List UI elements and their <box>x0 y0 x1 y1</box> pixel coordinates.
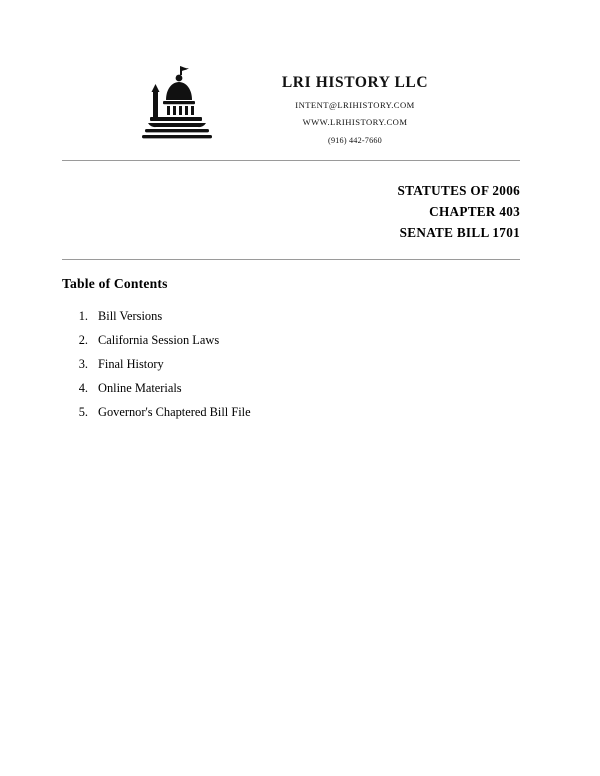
list-item-label: Final History <box>98 357 164 371</box>
table-of-contents-list <box>62 304 482 424</box>
list-item[interactable] <box>62 376 482 400</box>
list-item-label: Online Materials <box>98 381 182 395</box>
statute-year: STATUTES OF 2006 <box>397 183 520 198</box>
organization-block <box>210 74 500 146</box>
list-item-label: Bill Versions <box>98 309 163 323</box>
list-item-number: 1. <box>78 309 88 323</box>
statute-title-block <box>62 180 520 243</box>
divider-bottom <box>62 259 520 260</box>
list-item-number: 3. <box>78 357 88 371</box>
statute-chapter: CHAPTER 403 <box>429 204 520 219</box>
list-item-label: California Session Laws <box>98 333 220 347</box>
list-item-number: 2. <box>78 333 88 347</box>
list-item-number: 4. <box>78 381 88 395</box>
list-item[interactable] <box>62 328 482 352</box>
list-item[interactable] <box>62 400 482 424</box>
organization-email: INTENT@LRIHISTORY.COM <box>295 99 415 110</box>
list-item-number: 5. <box>78 405 88 419</box>
table-of-contents-heading: Table of Contents <box>62 276 168 291</box>
letterhead <box>0 62 600 146</box>
list-item[interactable] <box>62 304 482 328</box>
organization-phone: (916) 442-7660 <box>328 136 382 146</box>
capitol-dome-icon <box>142 62 214 140</box>
statute-bill: SENATE BILL 1701 <box>399 225 520 240</box>
divider-top <box>62 160 520 161</box>
list-item[interactable] <box>62 352 482 376</box>
organization-name: LRI HISTORY LLC <box>281 74 429 91</box>
list-item-label: Governor's Chaptered Bill File <box>98 405 251 419</box>
organization-website: WWW.LRIHISTORY.COM <box>302 117 408 128</box>
